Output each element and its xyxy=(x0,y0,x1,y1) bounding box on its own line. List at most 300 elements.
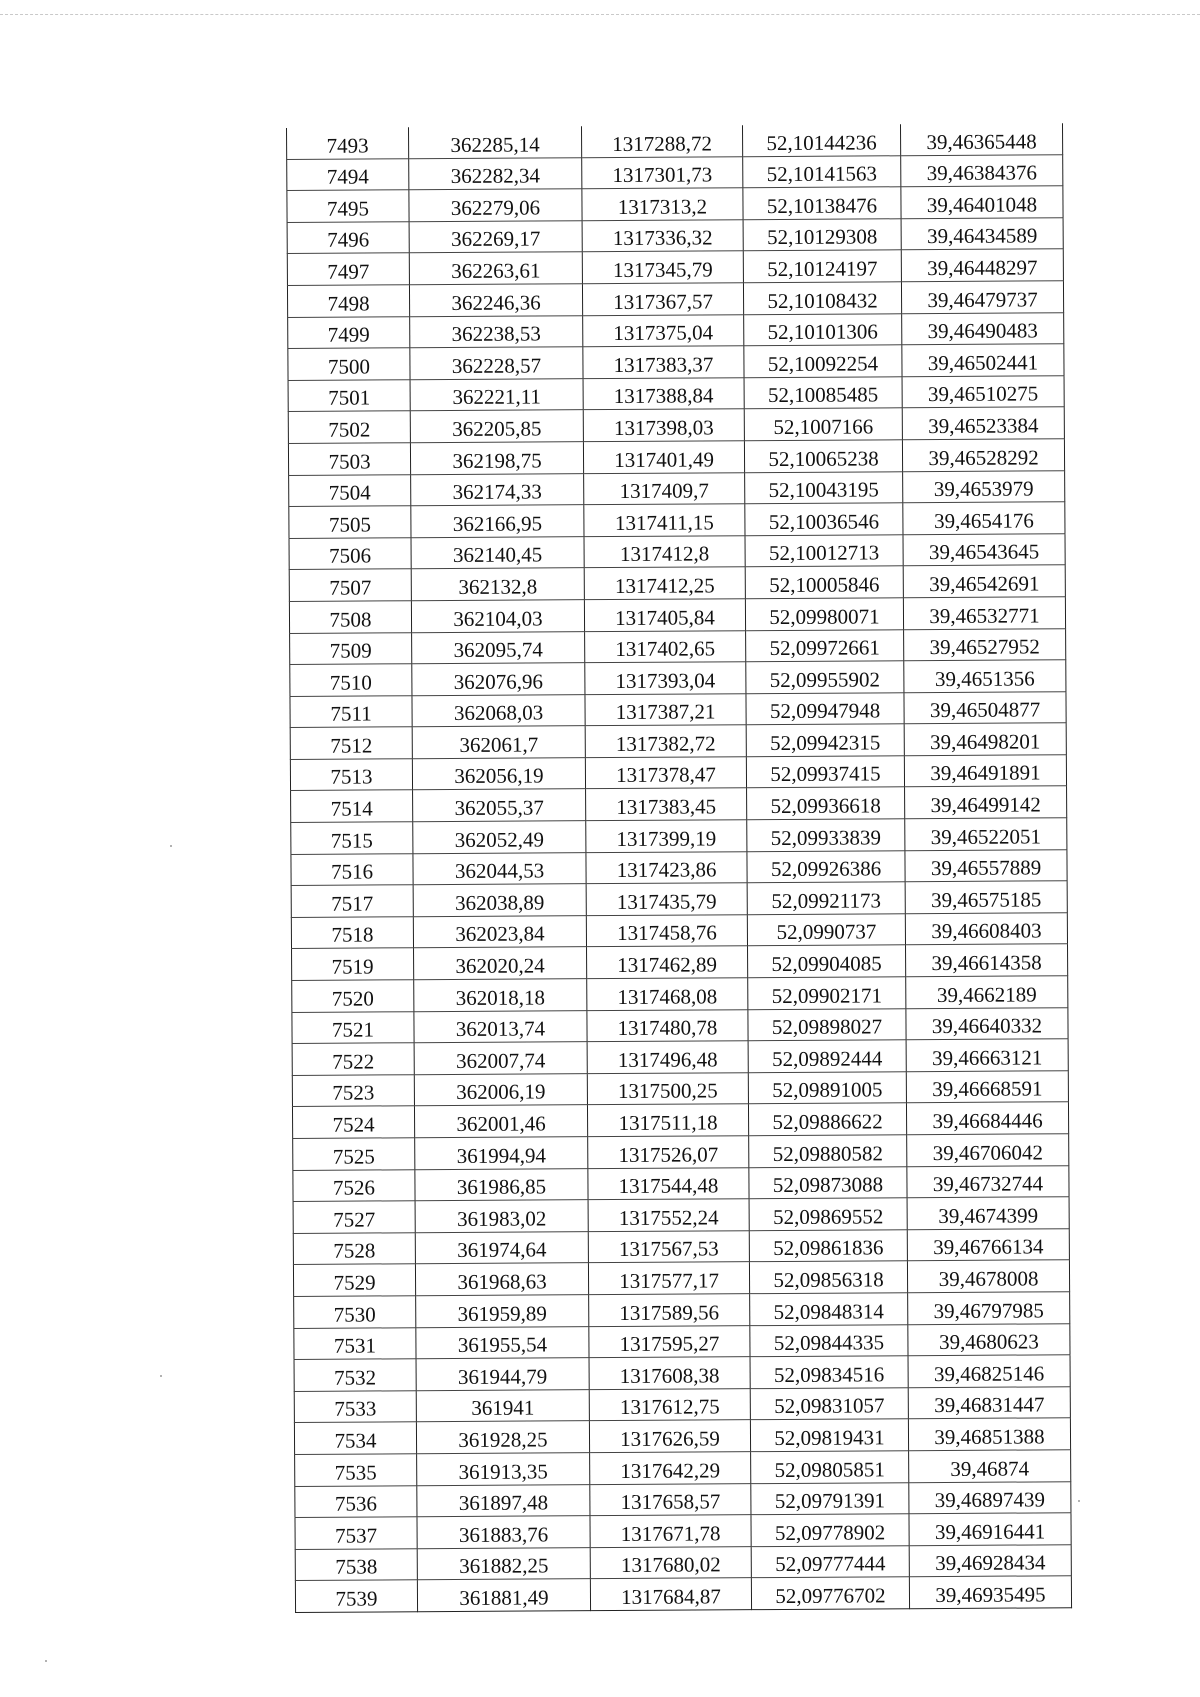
latitude-cell xyxy=(747,850,905,883)
cell-value: 1317496,48 xyxy=(617,1047,718,1072)
y-coordinate-cell xyxy=(585,757,746,790)
longitude-cell xyxy=(907,1197,1069,1230)
table-row xyxy=(288,376,1064,412)
table-row xyxy=(293,1134,1069,1170)
cell-value: 7526 xyxy=(332,1175,376,1200)
longitude-cell xyxy=(906,944,1068,977)
point-number-cell xyxy=(289,537,411,569)
latitude-cell xyxy=(746,756,904,789)
cell-value: 39,46490483 xyxy=(927,318,1038,344)
cell-value: 1317552,24 xyxy=(618,1205,719,1230)
x-coordinate-cell xyxy=(417,1579,590,1612)
cell-value: 7528 xyxy=(333,1238,376,1264)
table-row xyxy=(292,1102,1068,1138)
latitude-cell xyxy=(744,345,902,378)
latitude-cell xyxy=(751,1514,909,1547)
y-coordinate-cell xyxy=(582,219,743,252)
point-number-cell xyxy=(290,664,412,696)
table-row xyxy=(295,1513,1071,1549)
y-coordinate-cell xyxy=(590,1546,751,1579)
x-coordinate-cell xyxy=(412,631,585,664)
table-row xyxy=(294,1386,1070,1422)
cell-value: 1317423,86 xyxy=(616,857,717,883)
table-row xyxy=(289,470,1065,506)
point-number-cell xyxy=(287,285,409,317)
table-row xyxy=(290,660,1066,696)
coordinates-table xyxy=(286,123,1072,1613)
x-coordinate-cell xyxy=(410,347,583,380)
y-coordinate-cell xyxy=(585,662,746,695)
table-row xyxy=(295,1481,1071,1517)
longitude-cell xyxy=(902,376,1064,409)
cell-value: 362285,14 xyxy=(450,132,540,157)
x-coordinate-cell xyxy=(415,1168,588,1201)
table-row xyxy=(287,281,1063,317)
cell-value: 1317412,25 xyxy=(614,573,715,598)
cell-value: 52,09861836 xyxy=(773,1235,884,1261)
cell-value: 39,46528292 xyxy=(928,444,1039,470)
point-number-cell xyxy=(295,1517,417,1549)
cell-value: 7525 xyxy=(332,1144,375,1169)
y-coordinate-cell xyxy=(582,251,743,284)
longitude-cell xyxy=(900,123,1062,155)
cell-value: 362174,33 xyxy=(452,479,542,505)
x-coordinate-cell xyxy=(411,473,584,506)
latitude-cell xyxy=(748,1072,906,1105)
longitude-cell xyxy=(907,1165,1069,1198)
x-coordinate-cell xyxy=(409,220,582,253)
cell-value: 362132,8 xyxy=(458,574,538,599)
latitude-cell xyxy=(746,629,904,662)
x-coordinate-cell xyxy=(412,694,585,727)
point-number-cell xyxy=(292,1011,414,1043)
longitude-cell xyxy=(903,565,1065,598)
y-coordinate-cell xyxy=(581,125,742,157)
point-number-cell xyxy=(293,1169,415,1201)
point-number-cell xyxy=(292,980,414,1012)
cell-value: 1317399,19 xyxy=(616,826,717,851)
cell-value: 52,09892444 xyxy=(771,1046,883,1071)
cell-value: 1317526,07 xyxy=(618,1141,719,1167)
longitude-cell xyxy=(901,281,1063,314)
cell-value: 52,09848314 xyxy=(773,1298,884,1324)
point-number-cell xyxy=(295,1548,417,1580)
x-coordinate-cell xyxy=(413,852,586,885)
table-row xyxy=(295,1576,1071,1612)
longitude-cell xyxy=(903,502,1065,535)
table-row xyxy=(291,786,1067,822)
cell-value: 52,09921173 xyxy=(771,888,882,913)
table-row xyxy=(287,218,1063,254)
table-row xyxy=(293,1260,1069,1296)
longitude-cell xyxy=(901,186,1063,219)
table-row xyxy=(291,913,1067,949)
cell-value: 1317612,75 xyxy=(619,1394,720,1420)
latitude-cell xyxy=(743,187,901,220)
y-coordinate-cell xyxy=(582,156,743,189)
point-number-cell xyxy=(295,1485,417,1517)
cell-value: 7523 xyxy=(332,1080,375,1106)
point-number-cell xyxy=(295,1454,417,1486)
x-coordinate-cell xyxy=(417,1453,590,1486)
y-coordinate-cell xyxy=(590,1452,751,1485)
latitude-cell xyxy=(749,1230,907,1263)
latitude-cell xyxy=(745,471,903,504)
cell-value: 39,4680623 xyxy=(938,1329,1039,1355)
table-row xyxy=(292,944,1068,980)
cell-value: 39,46706042 xyxy=(932,1139,1043,1165)
cell-value: 52,10085485 xyxy=(767,382,879,408)
y-coordinate-cell xyxy=(585,725,746,758)
latitude-cell xyxy=(747,882,905,915)
cell-value: 1317402,65 xyxy=(615,636,716,662)
cell-value: 1317511,18 xyxy=(618,1110,718,1135)
x-coordinate-cell xyxy=(408,126,581,158)
cell-value: 1317383,37 xyxy=(613,352,714,377)
y-coordinate-cell xyxy=(587,946,748,979)
coordinates-table-body xyxy=(287,123,1072,1612)
cell-value: 1317658,57 xyxy=(620,1489,721,1515)
x-coordinate-cell xyxy=(417,1484,590,1517)
cell-value: 39,4651356 xyxy=(934,666,1035,691)
table-row xyxy=(291,818,1067,854)
latitude-cell xyxy=(745,598,903,631)
cell-value: 362001,46 xyxy=(456,1111,546,1136)
y-coordinate-cell xyxy=(589,1294,750,1327)
y-coordinate-cell xyxy=(589,1388,750,1421)
cell-value: 362056,19 xyxy=(454,763,544,789)
y-coordinate-cell xyxy=(583,314,744,347)
point-number-cell xyxy=(292,948,414,980)
cell-value: 362006,19 xyxy=(456,1079,546,1105)
x-coordinate-cell xyxy=(416,1326,589,1359)
x-coordinate-cell xyxy=(416,1389,589,1422)
cell-value: 7519 xyxy=(331,954,374,979)
point-number-cell xyxy=(295,1580,417,1612)
point-number-cell xyxy=(291,917,413,949)
cell-value: 39,46916441 xyxy=(934,1519,1046,1544)
cell-value: 362238,53 xyxy=(451,321,541,347)
x-coordinate-cell xyxy=(414,1010,587,1043)
cell-value: 39,46510275 xyxy=(927,381,1039,407)
cell-value: 1317642,29 xyxy=(620,1457,721,1483)
cell-value: 7496 xyxy=(327,227,370,253)
cell-value: 39,46766134 xyxy=(933,1234,1044,1260)
cell-value: 39,46897439 xyxy=(934,1487,1046,1513)
cell-value: 362104,03 xyxy=(453,605,543,631)
x-coordinate-cell xyxy=(413,821,586,854)
longitude-cell xyxy=(905,881,1067,914)
table-row xyxy=(292,1007,1068,1043)
latitude-cell xyxy=(743,219,901,252)
point-number-cell xyxy=(289,601,411,633)
y-coordinate-cell xyxy=(590,1578,751,1611)
x-coordinate-cell xyxy=(413,789,586,822)
cell-value: 52,10108432 xyxy=(767,287,878,313)
x-coordinate-cell xyxy=(415,1200,588,1233)
point-number-cell xyxy=(294,1296,416,1328)
longitude-cell xyxy=(908,1355,1070,1388)
cell-value: 39,46543645 xyxy=(928,539,1040,565)
cell-value: 1317435,79 xyxy=(616,889,717,914)
cell-value: 361897,48 xyxy=(458,1490,549,1516)
table-row xyxy=(290,723,1066,759)
cell-value: 52,09942315 xyxy=(770,730,881,755)
cell-value: 52,09777444 xyxy=(775,1551,886,1577)
cell-value: 7500 xyxy=(327,354,371,379)
cell-value: 52,09834516 xyxy=(773,1362,885,1387)
latitude-cell xyxy=(746,724,904,757)
y-coordinate-cell xyxy=(584,472,745,505)
cell-value: 52,09819431 xyxy=(774,1425,885,1450)
cell-value: 39,46732744 xyxy=(932,1171,1044,1197)
cell-value: 39,4674399 xyxy=(938,1203,1039,1228)
cell-value: 1317500,25 xyxy=(617,1078,718,1104)
cell-value: 52,10138476 xyxy=(766,193,878,218)
latitude-cell xyxy=(747,819,905,852)
cell-value: 361994,94 xyxy=(456,1143,546,1168)
longitude-cell xyxy=(906,976,1068,1009)
cell-value: 361882,25 xyxy=(459,1553,549,1579)
cell-value: 1317313,2 xyxy=(617,194,708,219)
cell-value: 52,10012713 xyxy=(768,540,880,566)
latitude-cell xyxy=(746,692,904,725)
cell-value: 361955,54 xyxy=(457,1332,548,1358)
longitude-cell xyxy=(903,533,1065,566)
cell-value: 39,4662189 xyxy=(936,982,1037,1007)
cell-value: 362055,37 xyxy=(454,795,544,821)
cell-value: 362263,61 xyxy=(451,258,541,283)
longitude-cell xyxy=(902,344,1064,377)
latitude-cell xyxy=(751,1545,909,1578)
cell-value: 39,46365448 xyxy=(926,129,1037,154)
x-coordinate-cell xyxy=(414,1042,587,1075)
y-coordinate-cell xyxy=(587,1041,748,1074)
cell-value: 361986,85 xyxy=(456,1174,547,1200)
latitude-cell xyxy=(750,1387,908,1420)
cell-value: 52,10036546 xyxy=(768,509,880,534)
latitude-cell xyxy=(749,1198,907,1231)
y-coordinate-cell xyxy=(587,1073,748,1106)
x-coordinate-cell xyxy=(414,947,587,980)
longitude-cell xyxy=(909,1544,1071,1577)
cell-value: 39,46479737 xyxy=(927,286,1038,312)
longitude-cell xyxy=(905,786,1067,819)
x-coordinate-cell xyxy=(413,884,586,917)
x-coordinate-cell xyxy=(416,1295,589,1328)
cell-value: 52,10005846 xyxy=(769,572,880,597)
table-row xyxy=(295,1544,1071,1580)
cell-value: 7495 xyxy=(326,196,370,221)
cell-value: 52,09904085 xyxy=(771,951,882,977)
cell-value: 1317684,87 xyxy=(621,1584,721,1609)
longitude-cell xyxy=(908,1323,1070,1356)
cell-value: 1317608,38 xyxy=(619,1363,720,1388)
x-coordinate-cell xyxy=(416,1421,589,1454)
cell-value: 7508 xyxy=(329,606,372,632)
cell-value: 39,46523384 xyxy=(928,413,1039,439)
table-row xyxy=(289,502,1065,538)
point-number-cell xyxy=(290,759,412,791)
latitude-cell xyxy=(745,503,903,536)
cell-value: 362052,49 xyxy=(454,827,545,852)
cell-value: 39,4654176 xyxy=(933,508,1034,533)
longitude-cell xyxy=(909,1576,1071,1609)
cell-value: 1317387,21 xyxy=(615,699,716,725)
point-number-cell xyxy=(293,1138,415,1170)
point-number-cell xyxy=(294,1390,416,1422)
y-coordinate-cell xyxy=(588,1262,749,1295)
cell-value: 362095,74 xyxy=(453,637,543,663)
point-number-cell xyxy=(291,822,413,854)
point-number-cell xyxy=(292,1106,414,1138)
x-coordinate-cell xyxy=(410,378,583,411)
cell-value: 52,10092254 xyxy=(767,351,879,376)
cell-value: 7522 xyxy=(332,1049,375,1074)
cell-value: 52,09831057 xyxy=(774,1393,885,1419)
table-row xyxy=(287,186,1063,222)
latitude-cell xyxy=(747,787,905,820)
cell-value: 52,09844335 xyxy=(773,1330,885,1356)
table-row xyxy=(288,312,1064,348)
cell-value: 52,09856318 xyxy=(773,1267,884,1293)
cell-value: 39,46668591 xyxy=(932,1076,1043,1102)
point-number-cell xyxy=(289,474,411,506)
y-coordinate-cell xyxy=(590,1483,751,1516)
point-number-cell xyxy=(288,348,410,380)
cell-value: 362198,75 xyxy=(452,447,542,473)
y-coordinate-cell xyxy=(588,1136,749,1169)
cell-value: 39,46542691 xyxy=(929,571,1040,596)
longitude-cell xyxy=(906,1071,1068,1104)
cell-value: 7539 xyxy=(335,1586,378,1611)
latitude-cell xyxy=(748,945,906,978)
x-coordinate-cell xyxy=(411,600,584,633)
point-number-cell xyxy=(287,253,409,285)
cell-value: 7502 xyxy=(328,417,371,442)
point-number-cell xyxy=(293,1201,415,1233)
point-number-cell xyxy=(293,1264,415,1296)
latitude-cell xyxy=(749,1166,907,1199)
latitude-cell xyxy=(743,282,901,315)
cell-value: 7538 xyxy=(335,1554,378,1580)
cell-value: 52,09980071 xyxy=(769,603,880,629)
latitude-cell xyxy=(751,1451,909,1484)
cell-value: 362007,74 xyxy=(456,1048,546,1073)
x-coordinate-cell xyxy=(414,979,587,1012)
cell-value: 1317567,53 xyxy=(618,1236,719,1262)
longitude-cell xyxy=(904,723,1066,756)
cell-value: 7537 xyxy=(335,1523,378,1548)
cell-value: 1317458,76 xyxy=(616,920,717,946)
cell-value: 52,0990737 xyxy=(776,919,877,945)
cell-value: 39,46684446 xyxy=(932,1108,1043,1134)
cell-value: 39,46557889 xyxy=(930,855,1042,881)
cell-value: 1317388,84 xyxy=(613,383,714,409)
y-coordinate-cell xyxy=(583,346,744,379)
point-number-cell xyxy=(289,506,411,538)
cell-value: 39,46499142 xyxy=(930,792,1041,818)
cell-value: 7532 xyxy=(334,1365,377,1390)
cell-value: 361959,89 xyxy=(457,1300,547,1326)
cell-value: 39,46448297 xyxy=(927,255,1038,281)
x-coordinate-cell xyxy=(410,315,583,348)
cell-value: 7509 xyxy=(329,638,372,663)
latitude-cell xyxy=(751,1577,909,1610)
point-number-cell xyxy=(291,853,413,885)
cell-value: 361944,79 xyxy=(457,1364,548,1389)
longitude-cell xyxy=(905,849,1067,882)
cell-value: 7527 xyxy=(333,1207,376,1232)
x-coordinate-cell xyxy=(412,726,585,759)
cell-value: 7507 xyxy=(329,575,372,600)
cell-value: 52,10144236 xyxy=(766,129,877,155)
latitude-cell xyxy=(744,440,902,473)
cell-value: 1317544,48 xyxy=(618,1173,719,1199)
table-row xyxy=(292,976,1068,1012)
cell-value: 52,1007166 xyxy=(773,414,874,439)
x-coordinate-cell xyxy=(412,663,585,696)
table-row xyxy=(293,1229,1069,1265)
cell-value: 39,46498201 xyxy=(930,729,1041,754)
cell-value: 39,46527952 xyxy=(929,634,1040,660)
table-row xyxy=(287,249,1063,285)
table-row xyxy=(290,628,1066,664)
cell-value: 39,46491891 xyxy=(930,760,1041,786)
longitude-cell xyxy=(906,1007,1068,1040)
cell-value: 361881,49 xyxy=(459,1585,549,1610)
point-number-cell xyxy=(287,190,409,222)
y-coordinate-cell xyxy=(586,883,747,916)
cell-value: 52,10101306 xyxy=(767,319,878,345)
longitude-cell xyxy=(902,407,1064,440)
cell-value: 39,4678008 xyxy=(938,1266,1039,1292)
cell-value: 362038,89 xyxy=(455,890,545,915)
cell-value: 362018,18 xyxy=(455,985,546,1010)
cell-value: 7516 xyxy=(330,859,374,884)
x-coordinate-cell xyxy=(411,568,584,601)
cell-value: 7535 xyxy=(334,1460,377,1485)
longitude-cell xyxy=(907,1260,1069,1293)
x-coordinate-cell xyxy=(417,1547,590,1580)
y-coordinate-cell xyxy=(589,1420,750,1453)
point-number-cell xyxy=(294,1359,416,1391)
cell-value: 39,46384376 xyxy=(926,160,1037,186)
longitude-cell xyxy=(904,691,1066,724)
latitude-cell xyxy=(749,1135,907,1168)
point-number-cell xyxy=(287,158,409,190)
cell-value: 362020,24 xyxy=(455,953,545,979)
cell-value: 52,09898027 xyxy=(771,1014,883,1040)
cell-value: 7521 xyxy=(331,1017,375,1042)
cell-value: 52,09873088 xyxy=(772,1172,884,1198)
point-number-cell xyxy=(289,569,411,601)
cell-value: 362282,34 xyxy=(450,163,540,189)
cell-value: 1317382,72 xyxy=(615,731,716,756)
cell-value: 52,09937415 xyxy=(770,761,881,787)
longitude-cell xyxy=(901,249,1063,282)
y-coordinate-cell xyxy=(588,1199,749,1232)
scan-speck xyxy=(1078,1500,1080,1502)
cell-value: 361968,63 xyxy=(457,1269,547,1294)
cell-value: 52,09891005 xyxy=(772,1077,883,1103)
cell-value: 39,46401048 xyxy=(926,192,1038,217)
latitude-cell xyxy=(743,250,901,283)
cell-value: 39,46851388 xyxy=(934,1424,1045,1450)
cell-value: 362023,84 xyxy=(455,921,545,947)
cell-value: 362269,17 xyxy=(450,226,541,252)
latitude-cell xyxy=(745,534,903,567)
